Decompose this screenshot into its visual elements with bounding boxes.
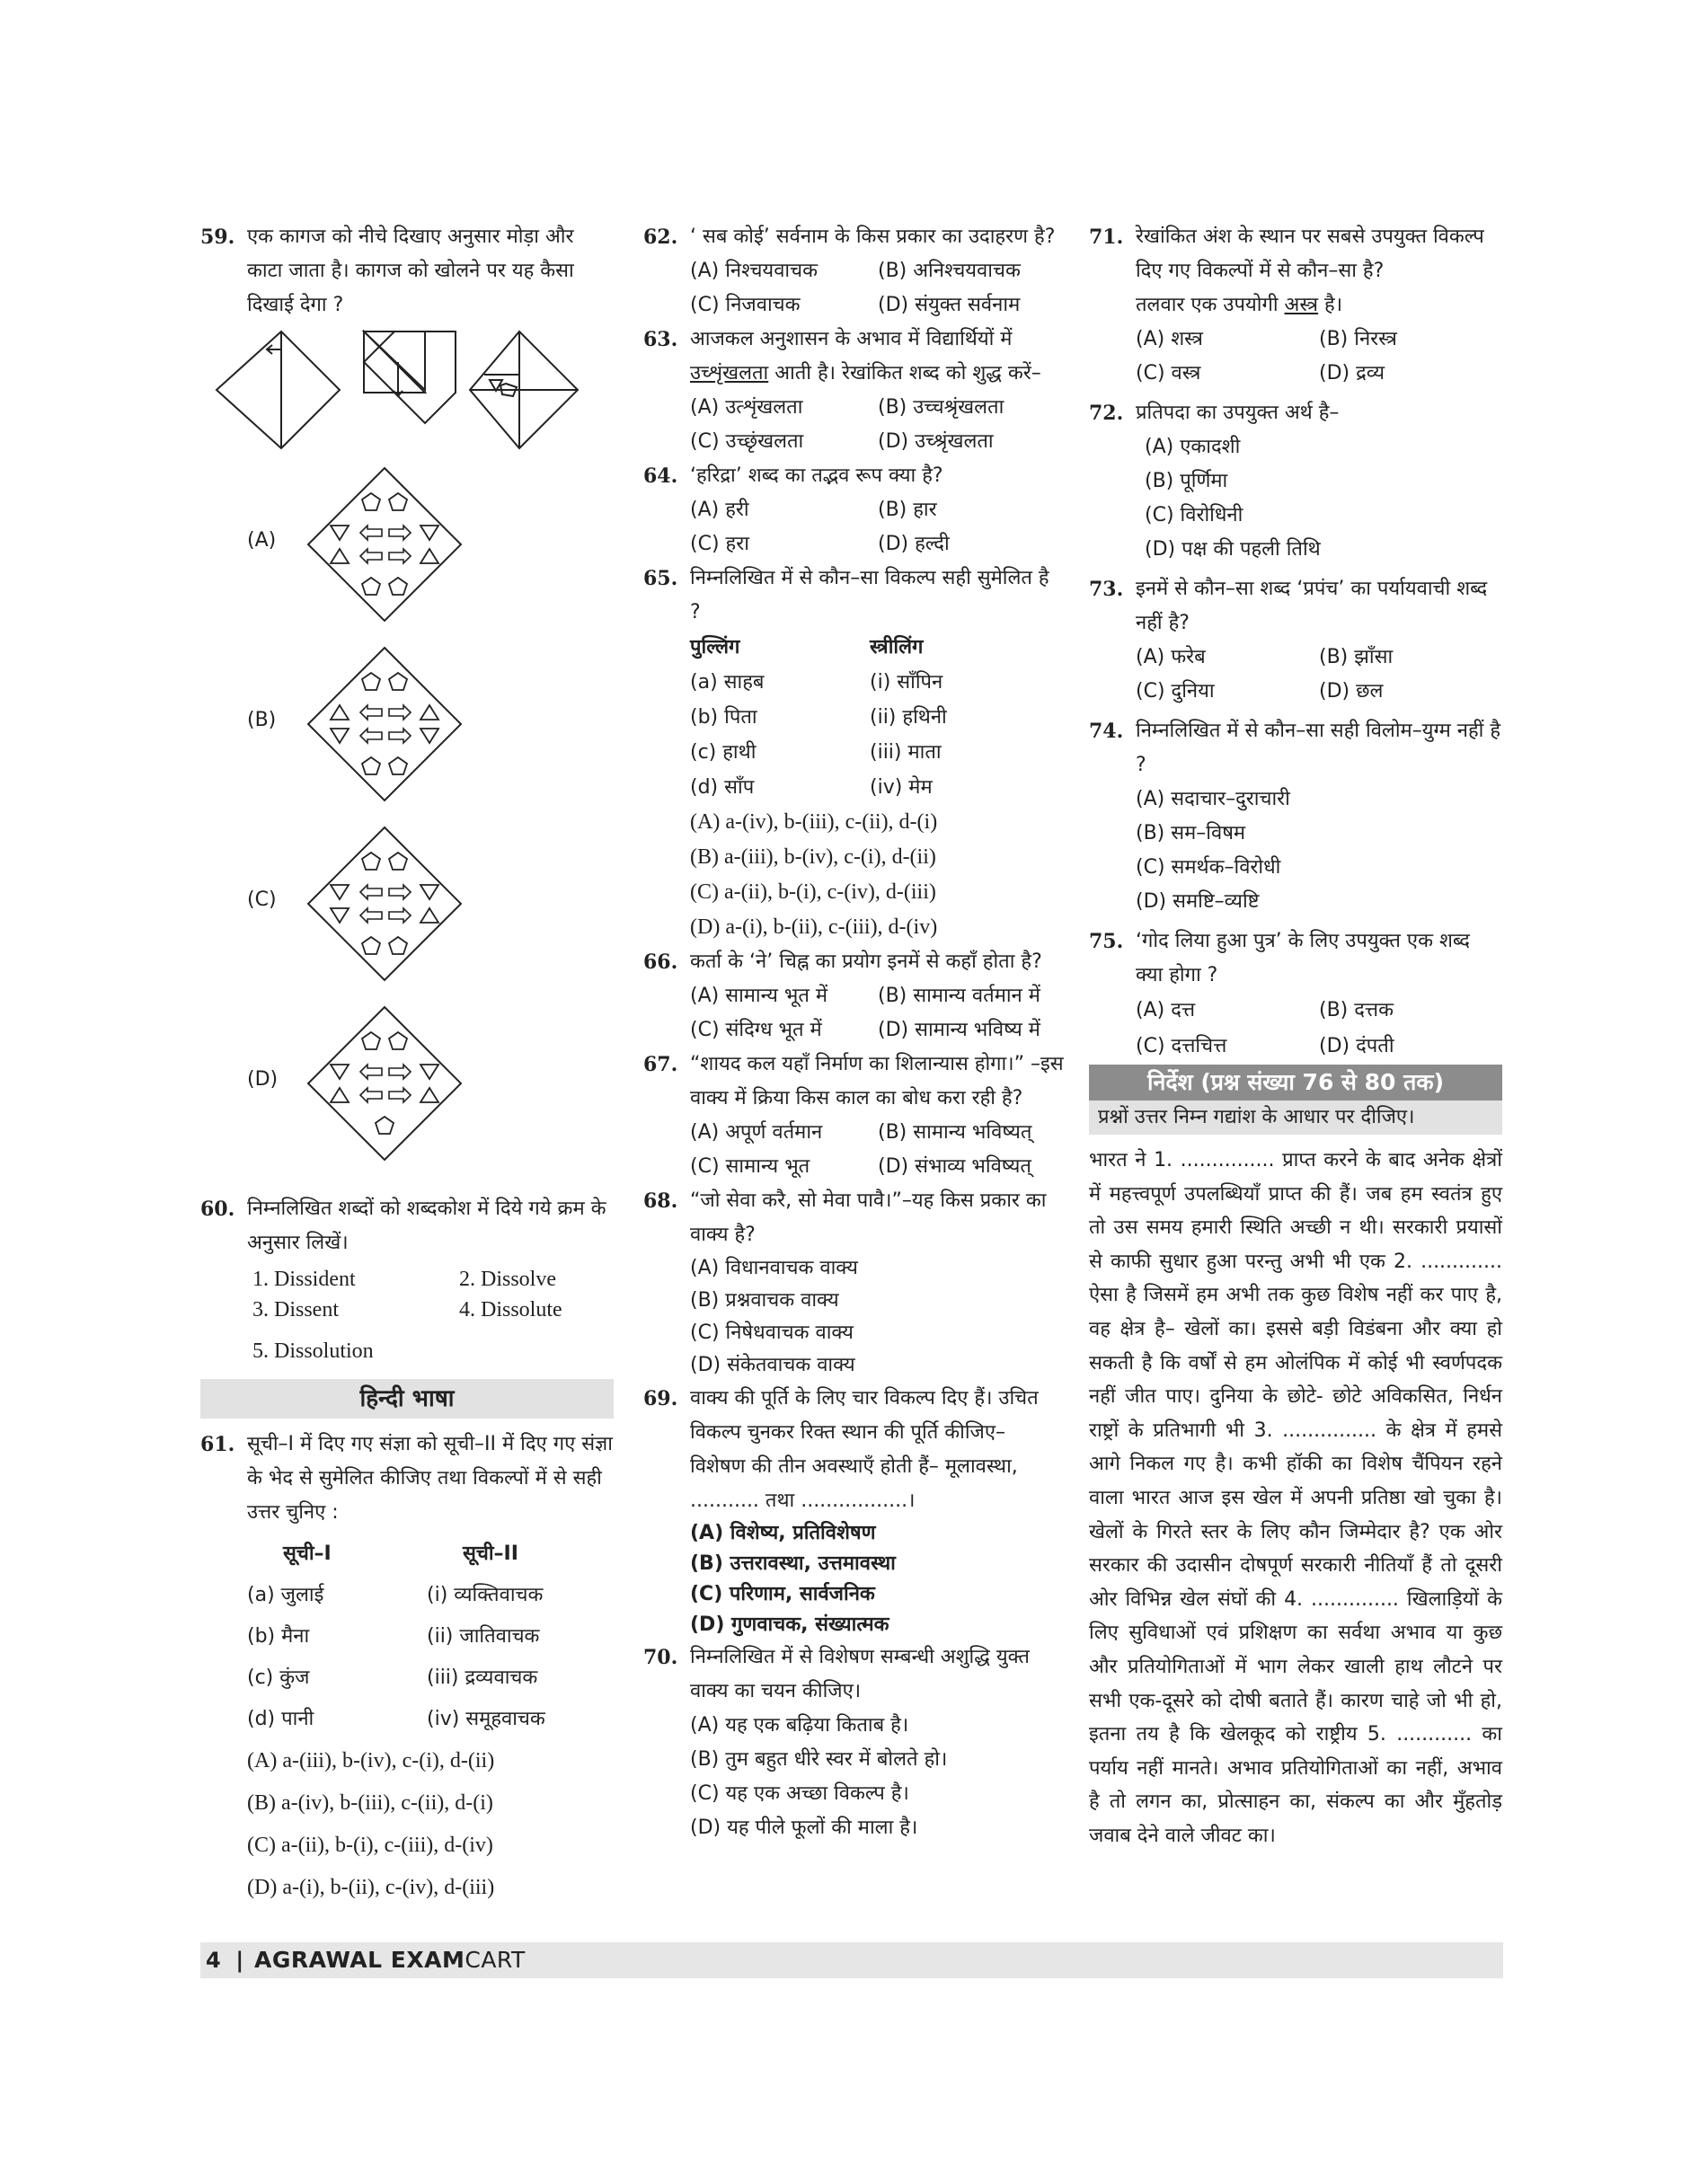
- option: (B) उत्तरावस्था, उत्तमावस्था: [690, 1552, 896, 1575]
- option: (A) एकादशी: [1145, 436, 1241, 458]
- option: (A) निश्चयवाचक: [690, 260, 818, 282]
- question-65: [643, 561, 1066, 945]
- options: [1136, 323, 1502, 391]
- question-70: [643, 1640, 1066, 1845]
- separator: |: [235, 1948, 244, 1973]
- column-middle: [643, 220, 1066, 1845]
- page-footer: [200, 1942, 1503, 1978]
- list-item: (ii) हथिनी: [870, 706, 947, 729]
- text-part: तलवार एक उपयोगी: [1136, 294, 1285, 316]
- options: [690, 1518, 1066, 1640]
- question-text: निम्नलिखित में से विशेषण सम्बन्धी अशुद्धि युक्त वाक्य का चयन कीजिए।: [690, 1646, 1030, 1702]
- list-header: स्त्रीलिंग: [870, 636, 924, 659]
- option: (B) पूर्णिमा: [1145, 470, 1228, 492]
- list-item: (ii) जातिवाचक: [427, 1625, 540, 1648]
- option: (B) झाँसा: [1319, 646, 1394, 668]
- option: (D) गुणवाचक, संख्यात्मक: [690, 1613, 889, 1636]
- option: (C) a-(ii), b-(i), c-(iv), d-(iii): [690, 880, 936, 904]
- option: (C) उच्छृंखलता: [690, 430, 804, 453]
- question-number: 70.: [643, 1646, 678, 1669]
- question-61: [200, 1428, 614, 1909]
- brand-part: AGRAWAL: [254, 1947, 391, 1973]
- question-text: वाक्य की पूर्ति के लिए चार विकल्प दिए हैं। उचित विकल्प चुनकर रिक्त स्थान की पूर्ति कीजिए– विशेषण की तीन अवस्थाएँ होती हैं– मूलावस्था, ........... तथा .................।: [690, 1387, 1039, 1512]
- question-text: ‘ सब कोई’ सर्वनाम के किस प्रकार का उदाहरण है?: [690, 225, 1056, 248]
- option: (B) अनिश्चयवाचक: [878, 260, 1021, 282]
- text-part: आजकल अनुशासन के अभाव में विद्यार्थियों में: [690, 328, 1013, 350]
- page-number: [206, 1942, 243, 1978]
- option: (D) द्रव्य: [1319, 362, 1385, 385]
- option: (C) परिणाम, सार्वजनिक: [690, 1583, 875, 1605]
- direction-subheading: प्रश्नों उत्तर निम्न गद्यांश के आधार पर दीजिए।: [1089, 1101, 1502, 1135]
- option: (B) निरस्त्र: [1319, 328, 1397, 350]
- option-label-d: (D): [247, 1068, 279, 1091]
- option: (C) समर्थक–विरोधी: [1136, 856, 1281, 879]
- option: (B) सामान्य भविष्यत्: [878, 1121, 1032, 1144]
- option: (D) समष्टि–व्यष्टि: [1136, 890, 1260, 913]
- option: (A) हरी: [690, 499, 749, 521]
- question-59: [200, 220, 614, 323]
- option: (B) a-(iii), b-(iv), c-(i), d-(ii): [690, 845, 936, 869]
- list-header: सूची–II: [463, 1543, 518, 1565]
- option: (B) दत्तक: [1319, 999, 1394, 1021]
- brand-logo: [254, 1942, 526, 1978]
- unfolded-option-diagrams: [299, 457, 470, 1176]
- question-text: निम्नलिखित में से कौन–सा विकल्प सही सुमेलित है ?: [690, 567, 1049, 623]
- word-list: [247, 1264, 614, 1366]
- word-item: 5. Dissolution: [252, 1339, 374, 1363]
- option: (D) सामान्य भविष्य में: [878, 1019, 1040, 1041]
- options: [1136, 641, 1502, 709]
- option: (C) यह एक अच्छा विकल्प है।: [690, 1782, 909, 1805]
- word-item: 3. Dissent: [252, 1298, 339, 1322]
- option: (A) शस्त्र: [1136, 328, 1203, 350]
- options: [690, 493, 1066, 561]
- option: (C) दुनिया: [1136, 680, 1215, 703]
- option: (A) विशेष्य, प्रतिविशेषण: [690, 1522, 876, 1544]
- list-item: (b) मैना: [247, 1625, 310, 1648]
- question-number: 73.: [1089, 578, 1124, 601]
- option: (C) निषेधवाचक वाक्य: [690, 1322, 854, 1344]
- passage-text: भारत ने 1. ............... प्राप्त करने के बाद अनेक क्षेत्रों में महत्त्वपूर्ण उपलब्धियाँ प्राप्त की हैं। जब हम स्वतंत्र हुए तो उस समय हमारी स्थिति अच्छी न थी। सरकारी प्रयासों से काफी सुधार हुआ परन्तु अभी भी एक 2. ............. ऐसा है जिसमें हम अभी तक कुछ विशेष नहीं कर पाए है, वह क्षेत्र है– खेलों का। इससे बड़ी विडंबना और क्या हो सकती है कि वर्षों से हम ओलंपिक में कोई भी स्वर्णपदक नहीं जीत पाए। दुनिया के छोटे- छोटे अविकसित, निर्धन राष्ट्रों के प्रतिभागी भी 3. ............... के क्षेत्र में हमसे आगे निकल गए है। कभी हॉकी का विशेष चैंपियन रहने वाला भारत आज इस खेल में अपनी प्रतिष्ठा खो चुका है। खेलों के गिरते स्तर के लिए कौन जिम्मेदार है? एक ओर सरकार की उदासीन दोषपूर्ण सरकारी नीतियाँ हैं तो दूसरी ओर विभिन्न खेल संघों की 4. .............. खिलाड़ियों के लिए सुविधाओं एवं प्रशिक्षण का सर्वथा अभाव या कुछ और प्रतियोगिताओं में भाग लेकर खाली हाथ लौटने पर सभी एक-दूसरे को दोषी बताते हैं। कारण चाहे जो भी हो, इतना तय है कि खेलकूद को राष्ट्रीय 5. ............ का पर्याय नहीं मानते। अभाव प्रतियोगिताओं का नहीं, अभाव है तो लगन का, प्रोत्साहन का, संकल्प का और मुँहतोड़ जवाब देने वाले जीवट का।: [1089, 1149, 1502, 1847]
- question-text: प्रतिपदा का उपयुक्त अर्थ है–: [1136, 402, 1340, 424]
- question-number: 74.: [1089, 720, 1124, 743]
- column-right: [1089, 220, 1502, 1852]
- question-number: 62.: [643, 225, 678, 249]
- question-text: सूची–I में दिए गए संज्ञा को सूची–II में दिए गए संज्ञा के भेद से सुमेलित कीजिए तथा विकल्पों में से सही उत्तर चुनिए :: [247, 1433, 613, 1524]
- options: [690, 391, 1066, 459]
- options: [1136, 993, 1502, 1065]
- question-number: 65.: [643, 567, 678, 590]
- options: [690, 979, 1066, 1048]
- page-number-value: 4: [206, 1948, 221, 1973]
- word-item: 2. Dissolve: [459, 1268, 556, 1291]
- underlined-word: अस्त्र: [1284, 294, 1319, 316]
- question-number: 66.: [643, 950, 678, 974]
- match-table: [690, 630, 1066, 805]
- option: (A) सामान्य भूत में: [690, 985, 828, 1007]
- options: [690, 1709, 1066, 1845]
- list-header: सूची–I: [283, 1543, 332, 1565]
- question-sentence: [1136, 288, 1502, 323]
- question-number: 67.: [643, 1053, 678, 1076]
- option: (D) a-(i), b-(ii), c-(iii), d-(iv): [690, 915, 938, 939]
- question-text: “शायद कल यहाँ निर्माण का शिलान्यास होगा।” –इस वाक्य में क्रिया किस काल का बोध करा रही है?: [690, 1053, 1064, 1109]
- column-left: [200, 220, 614, 1909]
- match-table: [247, 1534, 614, 1740]
- question-62: [643, 220, 1066, 323]
- list-item: (a) साहब: [690, 671, 765, 694]
- option: (A) यह एक बढ़िया किताब है।: [690, 1714, 909, 1737]
- question-text: ‘हरिद्रा’ शब्द का तद्भव रूप क्या है?: [690, 464, 943, 487]
- question-68: [643, 1184, 1066, 1382]
- list-item: (d) पानी: [247, 1708, 314, 1730]
- option: (D) यह पीले फूलों की माला है।: [690, 1817, 918, 1839]
- question-text: “जो सेवा करै, सो मेवा पावै।”–यह किस प्रकार का वाक्य है?: [690, 1189, 1047, 1246]
- question-number: 59.: [200, 225, 235, 249]
- direction-heading: निर्देश (प्रश्न संख्या 76 से 80 तक): [1089, 1065, 1502, 1101]
- answer-figures: [200, 457, 614, 1176]
- list-header: पुल्लिंग: [690, 636, 740, 659]
- question-number: 60.: [200, 1198, 235, 1221]
- option-label-a: (A): [247, 529, 277, 552]
- text-part: आती है। रेखांकित शब्द को शुद्ध करें–: [768, 362, 1041, 385]
- option: (C) विरोधिनी: [1145, 504, 1243, 526]
- option: (B) उच्चश्रृंखलता: [878, 396, 1004, 419]
- brand-part: EXAM: [390, 1947, 465, 1973]
- list-item: (iii) द्रव्यवाचक: [427, 1666, 538, 1689]
- list-item: (b) पिता: [690, 706, 757, 729]
- question-number: 61.: [200, 1433, 235, 1456]
- option: (D) छल: [1319, 680, 1384, 703]
- option: (D) संकेतवाचक वाक्य: [690, 1354, 855, 1376]
- question-number: 68.: [643, 1189, 678, 1213]
- option: (C) a-(ii), b-(i), c-(iii), d-(iv): [247, 1834, 493, 1857]
- option: (A) दत्त: [1136, 999, 1196, 1021]
- question-67: [643, 1048, 1066, 1184]
- option-label-b: (B): [247, 709, 277, 731]
- list-item: (d) साँप: [690, 776, 755, 799]
- question-73: [1089, 572, 1502, 709]
- question-72: [1089, 396, 1502, 567]
- option: (A) सदाचार–दुराचारी: [1136, 788, 1290, 810]
- option: (D) a-(i), b-(ii), c-(iv), d-(iii): [247, 1876, 495, 1899]
- question-75: [1089, 924, 1502, 1065]
- option: (D) उच्श्रृंखलता: [878, 430, 994, 453]
- question-number: 69.: [643, 1387, 678, 1410]
- section-heading: हिन्दी भाषा: [200, 1379, 614, 1419]
- option: (C) संदिग्ध भूत में: [690, 1019, 822, 1041]
- options: [690, 805, 1066, 945]
- list-item: (iv) मेम: [870, 776, 933, 799]
- question-number: 64.: [643, 464, 678, 488]
- brand-part: CART: [465, 1947, 526, 1973]
- question-number: 63.: [643, 328, 678, 351]
- option: (B) सम–विषम: [1136, 822, 1246, 844]
- option-label-c: (C): [247, 888, 277, 911]
- question-66: [643, 945, 1066, 1048]
- word-item: 1. Dissident: [252, 1268, 356, 1291]
- option: (A) अपूर्ण वर्तमान: [690, 1121, 823, 1144]
- question-text: कर्ता के ‘ने’ चिह्न का प्रयोग इनमें से कहाँ होता है?: [690, 950, 1042, 973]
- option: (D) संभाव्य भविष्यत्: [878, 1155, 1031, 1178]
- list-item: (a) जुलाई: [247, 1584, 324, 1606]
- list-item: (c) कुंज: [247, 1666, 310, 1689]
- options: [690, 254, 1066, 323]
- question-number: 71.: [1089, 225, 1124, 249]
- question-text: निम्नलिखित शब्दों को शब्दकोश में दिये गये क्रम के अनुसार लिखें।: [247, 1198, 606, 1254]
- word-item: 4. Dissolute: [459, 1298, 562, 1322]
- option: (B) सामान्य वर्तमान में: [878, 985, 1040, 1007]
- list-item: (c) हाथी: [690, 741, 757, 764]
- option: (C) वस्त्र: [1136, 362, 1201, 385]
- question-number: 75.: [1089, 930, 1124, 953]
- text-part: है।: [1318, 294, 1343, 316]
- option: (B) हार: [878, 499, 937, 521]
- list-item: (iv) समूहवाचक: [427, 1708, 545, 1730]
- list-item: (iii) माता: [870, 741, 942, 764]
- option: (C) निजवाचक: [690, 294, 801, 316]
- question-74: [1089, 714, 1502, 919]
- option: (A) विधानवाचक वाक्य: [690, 1257, 858, 1279]
- list-item: (i) साँपिन: [870, 671, 943, 694]
- question-60: [200, 1192, 614, 1366]
- option: (A) a-(iii), b-(iv), c-(i), d-(ii): [247, 1749, 495, 1772]
- question-text: रेखांकित अंश के स्थान पर सबसे उपयुक्त विकल्प दिए गए विकल्पों में से कौन–सा है?: [1136, 225, 1484, 282]
- options: [1136, 430, 1502, 567]
- option: (B) a-(iv), b-(iii), c-(ii), d-(i): [247, 1791, 493, 1815]
- option: (D) हल्दी: [878, 533, 950, 555]
- option: (A) उत्शृंखलता: [690, 396, 803, 419]
- question-64: [643, 459, 1066, 561]
- option: (A) फरेब: [1136, 646, 1206, 668]
- question-number: 72.: [1089, 402, 1124, 425]
- list-item: (i) व्यक्तिवाचक: [427, 1584, 544, 1606]
- question-71: [1089, 220, 1502, 391]
- option: (D) पक्ष की पहली तिथि: [1145, 538, 1321, 561]
- underlined-word: उच्शृंखलता: [690, 362, 769, 385]
- option: (D) संयुक्त सर्वनाम: [878, 294, 1021, 316]
- option: (A) a-(iv), b-(iii), c-(ii), d-(i): [690, 810, 938, 834]
- question-63: [643, 323, 1066, 459]
- question-text: एक कागज को नीचे दिखाए अनुसार मोड़ा और काटा जाता है। कागज को खोलने पर यह कैसा दिखाई देगा ?: [247, 225, 574, 316]
- options: [1136, 782, 1502, 919]
- options: [690, 1116, 1066, 1184]
- option: (D) दंपती: [1319, 1035, 1394, 1057]
- options: [690, 1252, 1066, 1382]
- option: (C) दत्तचित्त: [1136, 1035, 1227, 1057]
- option: (B) प्रश्नवाचक वाक्य: [690, 1289, 839, 1312]
- option: (C) सामान्य भूत: [690, 1155, 810, 1178]
- question-text: इनमें से कौन–सा शब्द ‘प्रपंच’ का पर्यायवाची शब्द नहीं है?: [1136, 578, 1488, 634]
- question-69: [643, 1382, 1066, 1640]
- options: [247, 1740, 614, 1909]
- paper-fold-figure: [200, 323, 614, 457]
- option: (C) हरा: [690, 533, 749, 555]
- question-text: निम्नलिखित में से कौन–सा सही विलोम–युग्म नहीं है ?: [1136, 720, 1501, 776]
- question-text: [690, 323, 1066, 391]
- question-text: ‘गोद लिया हुआ पुत्र’ के लिए उपयुक्त एक शब्द क्या होगा ?: [1136, 930, 1470, 986]
- option: (B) तुम बहुत धीरे स्वर में बोलते हो।: [690, 1748, 948, 1771]
